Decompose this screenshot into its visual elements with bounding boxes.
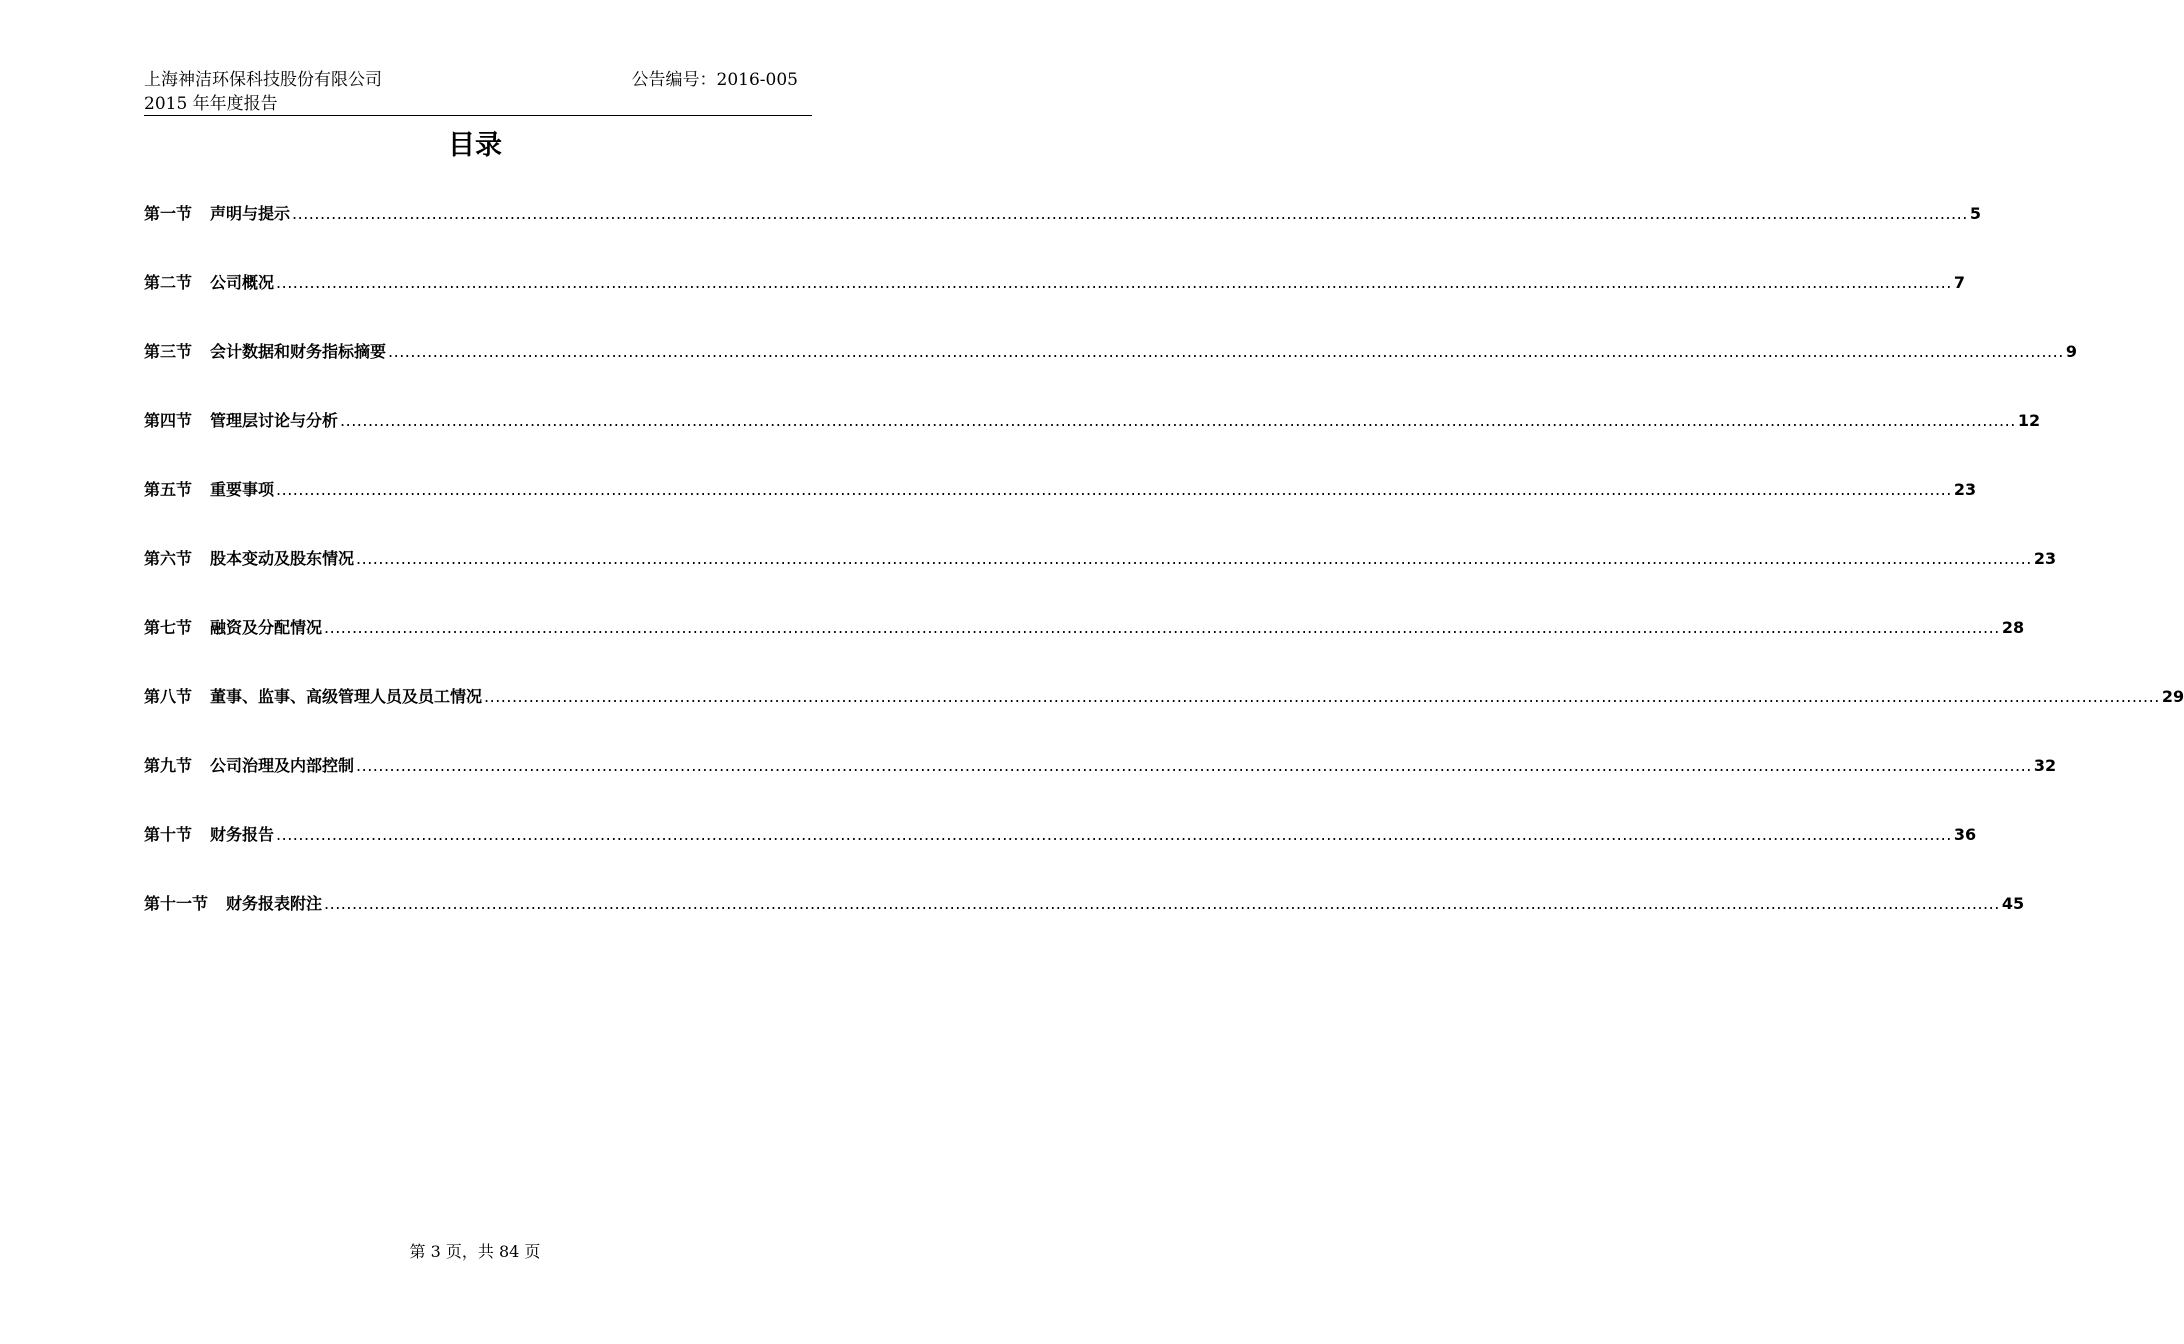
toc-page-number: 28 (2001, 618, 2025, 637)
toc-page-number: 45 (2001, 894, 2025, 913)
toc-section-label: 会计数据和财务指标摘要 (210, 342, 387, 361)
toc-dot-leader: ............................................................................................................................................................................................................................................................................................................ (276, 825, 1952, 844)
toc-dot-leader: ............................................................................................................................................................................................................................................................................................................ (388, 342, 2064, 361)
toc-dot-leader: ............................................................................................................................................................................................................................................................................................................ (356, 549, 2032, 568)
toc-section-number: 第六节 (144, 549, 193, 568)
toc-dot-leader: ............................................................................................................................................................................................................................................................................................................ (324, 894, 2000, 913)
header-report-title: 2015 年年度报告 (144, 94, 278, 114)
toc-section-number: 第七节 (144, 618, 193, 637)
toc-dot-leader: ............................................................................................................................................................................................................................................................................................................ (276, 480, 1952, 499)
toc-title: 目录 (448, 130, 502, 161)
toc-section-number: 第十一节 (144, 894, 209, 913)
toc-section-label: 财务报告 (210, 825, 275, 844)
page-footer-number: 第 3 页，共 84 页 (409, 1242, 541, 1261)
toc-dot-leader: ............................................................................................................................................................................................................................................................................................................ (340, 411, 2016, 430)
toc-entry[interactable] (144, 682, 2184, 751)
toc-page-number: 23 (2033, 549, 2057, 568)
toc-entry[interactable] (144, 475, 1977, 544)
toc-page-number: 5 (1969, 204, 1981, 223)
toc-entry[interactable] (144, 337, 2077, 406)
toc-section-number: 第九节 (144, 756, 193, 775)
toc-section-number: 第八节 (144, 687, 193, 706)
toc-dot-leader: ............................................................................................................................................................................................................................................................................................................ (484, 687, 2160, 706)
toc-entry[interactable] (144, 820, 1977, 889)
toc-page-number: 36 (1953, 825, 1977, 844)
toc-section-number: 第十节 (144, 825, 193, 844)
toc-section-number: 第五节 (144, 480, 193, 499)
toc-entry[interactable] (144, 889, 2025, 958)
toc-entry[interactable] (144, 613, 2025, 682)
toc-entry[interactable] (144, 268, 1965, 337)
toc-section-number: 第四节 (144, 411, 193, 430)
toc-section-label: 公司治理及内部控制 (210, 756, 355, 775)
toc-list (144, 199, 2184, 958)
toc-dot-leader: ............................................................................................................................................................................................................................................................................................................ (292, 204, 1968, 223)
toc-dot-leader: ............................................................................................................................................................................................................................................................................................................ (276, 273, 1952, 292)
toc-section-label: 管理层讨论与分析 (210, 411, 339, 430)
toc-page-number: 32 (2033, 756, 2057, 775)
toc-section-label: 声明与提示 (210, 204, 291, 223)
toc-section-label: 重要事项 (210, 480, 275, 499)
toc-entry[interactable] (144, 406, 2041, 475)
toc-section-label: 财务报表附注 (226, 894, 323, 913)
toc-page-number: 7 (1953, 273, 1965, 292)
header-company-name: 上海神洁环保科技股份有限公司 (144, 70, 382, 90)
toc-page-number: 29 (2161, 687, 2184, 706)
toc-section-number: 第一节 (144, 204, 193, 223)
toc-entry[interactable] (144, 544, 2057, 613)
toc-section-number: 第三节 (144, 342, 193, 361)
toc-page-number: 9 (2065, 342, 2077, 361)
toc-section-label: 股本变动及股东情况 (210, 549, 355, 568)
toc-section-label: 融资及分配情况 (210, 618, 323, 637)
toc-entry[interactable] (144, 751, 2057, 820)
toc-section-label: 公司概况 (210, 273, 275, 292)
toc-dot-leader: ............................................................................................................................................................................................................................................................................................................ (324, 618, 2000, 637)
page-header (144, 68, 812, 116)
toc-section-number: 第二节 (144, 273, 193, 292)
toc-dot-leader: ............................................................................................................................................................................................................................................................................................................ (356, 756, 2032, 775)
header-announcement-number: 公告编号：2016-005 (631, 70, 798, 90)
toc-page-number: 23 (1953, 480, 1977, 499)
toc-entry[interactable] (144, 199, 1981, 268)
toc-section-label: 董事、监事、高级管理人员及员工情况 (210, 687, 483, 706)
toc-page-number: 12 (2017, 411, 2041, 430)
